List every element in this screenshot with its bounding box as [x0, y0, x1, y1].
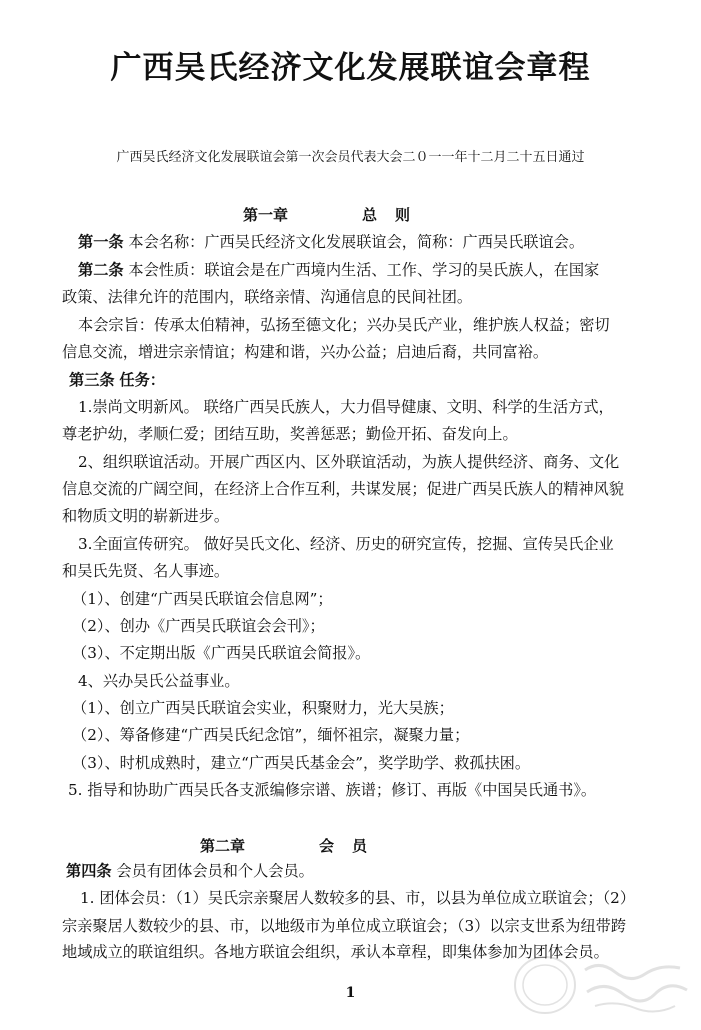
chapter-name: 总则	[362, 206, 429, 224]
watermark-seal-icon	[505, 950, 695, 1020]
chapter-name: 会员	[319, 837, 386, 855]
article-line	[62, 287, 662, 307]
article-line	[62, 561, 662, 581]
article-text: 1. 团体会员：（1）吴氏宗亲聚居人数较多的县、市，以县为单位成立联谊会；（2）	[80, 889, 636, 907]
article-line	[62, 506, 662, 526]
article-line	[78, 671, 678, 691]
article-text: 宗亲聚居人数较少的县、市，以地级市为单位成立联谊会；（3）以宗支世系为纽带跨	[62, 917, 627, 935]
chapter-number: 第一章	[243, 206, 289, 224]
article-text: 本会性质：联谊会是在广西境内生活、工作、学习的吴氏族人，在国家	[128, 261, 600, 279]
article-text: （2）、筹备修建“广西吴氏纪念馆”，缅怀祖宗，凝聚力量；	[72, 726, 470, 744]
article-line	[72, 698, 672, 718]
article-line	[62, 342, 662, 362]
document-subtitle: 广西吴氏经济文化发展联谊会第一次会员代表大会二０一一年十二月二十五日通过	[116, 150, 585, 165]
document-title: 广西吴氏经济文化发展联谊会章程	[110, 50, 591, 86]
page-number: 1	[345, 985, 356, 1001]
article-text: 5. 指导和协助广西吴氏各支派编修宗谱、族谱；修订、再版《中国吴氏通书》。	[68, 781, 597, 799]
article-number: 第一条	[78, 233, 124, 251]
article-text: 本会名称：广西吴氏经济文化发展联谊会，简称：广西吴氏联谊会。	[128, 233, 585, 251]
article-line	[72, 616, 672, 636]
article-text: 地域成立的联谊组织。各地方联谊会组织，承认本章程，即集体参加为团体会员。	[62, 943, 609, 961]
chapter-1-heading	[243, 204, 428, 225]
article-line	[78, 534, 678, 554]
article-line	[62, 424, 662, 444]
article-line	[78, 452, 678, 472]
article-text: （3）、时机成熟时，建立“广西吴氏基金会”，奖学助学、救孤扶困。	[72, 754, 531, 772]
article-text: （2）、创办《广西吴氏联谊会会刊》；	[72, 617, 325, 635]
article-line	[78, 260, 678, 280]
article-text: 政策、法律允许的范围内，联络亲情、沟通信息的民间社团。	[62, 288, 473, 306]
article-text: 本会宗旨：传承太伯精神，弘扬至德文化；兴办吴氏产业，维护族人权益；密切	[78, 316, 610, 334]
article-number: 第二条	[78, 261, 124, 279]
article-text: 和吴氏先贤、名人事迹。	[62, 562, 230, 580]
article-text: （1）、创建“广西吴氏联谊会信息网”；	[72, 590, 333, 608]
article-line	[68, 780, 668, 800]
article-line	[78, 232, 678, 252]
article-text: （1）、创立广西吴氏联谊会实业，积聚财力，光大吴族；	[72, 699, 454, 717]
article-text: 1.崇尚文明新风。 联络广西吴氏族人，大力倡导健康、文明、科学的生活方式，	[78, 398, 614, 416]
article-line	[72, 753, 672, 773]
article-text: 尊老护幼，孝顺仁爱；团结互助，奖善惩恶；勤俭开拓、奋发向上。	[62, 425, 518, 443]
article-line	[62, 916, 662, 936]
article-line	[80, 888, 680, 908]
article-text: 信息交流，增进宗亲情谊；构建和谐，兴办公益；启迪后裔，共同富裕。	[62, 343, 548, 361]
article-text: 任务：	[119, 371, 165, 389]
article-text: 2、组织联谊活动。开展广西区内、区外联谊活动，为族人提供经济、商务、文化	[78, 453, 620, 471]
article-number: 第四条	[66, 862, 112, 880]
article-line	[72, 643, 672, 663]
chapter-2-heading	[200, 835, 385, 856]
article-line	[78, 315, 678, 335]
article-line	[69, 370, 669, 390]
chapter-number: 第二章	[200, 837, 246, 855]
article-line	[72, 589, 672, 609]
article-line	[78, 397, 678, 417]
article-text: （3）、不定期出版《广西吴氏联谊会简报》。	[72, 644, 371, 662]
article-text: 4、兴办吴氏公益事业。	[78, 672, 240, 690]
article-text: 信息交流的广阔空间，在经济上合作互利，共谋发展；促进广西吴氏族人的精神风貌	[62, 480, 624, 498]
article-line	[66, 861, 666, 881]
article-number: 第三条	[69, 371, 115, 389]
article-text: 和物质文明的崭新进步。	[62, 507, 230, 525]
article-text: 3.全面宣传研究。 做好吴氏文化、经济、历史的研究宣传，挖掘、宣传吴氏企业	[78, 535, 614, 553]
article-text: 会员有团体会员和个人会员。	[116, 862, 314, 880]
article-line	[62, 479, 662, 499]
article-line	[72, 725, 672, 745]
